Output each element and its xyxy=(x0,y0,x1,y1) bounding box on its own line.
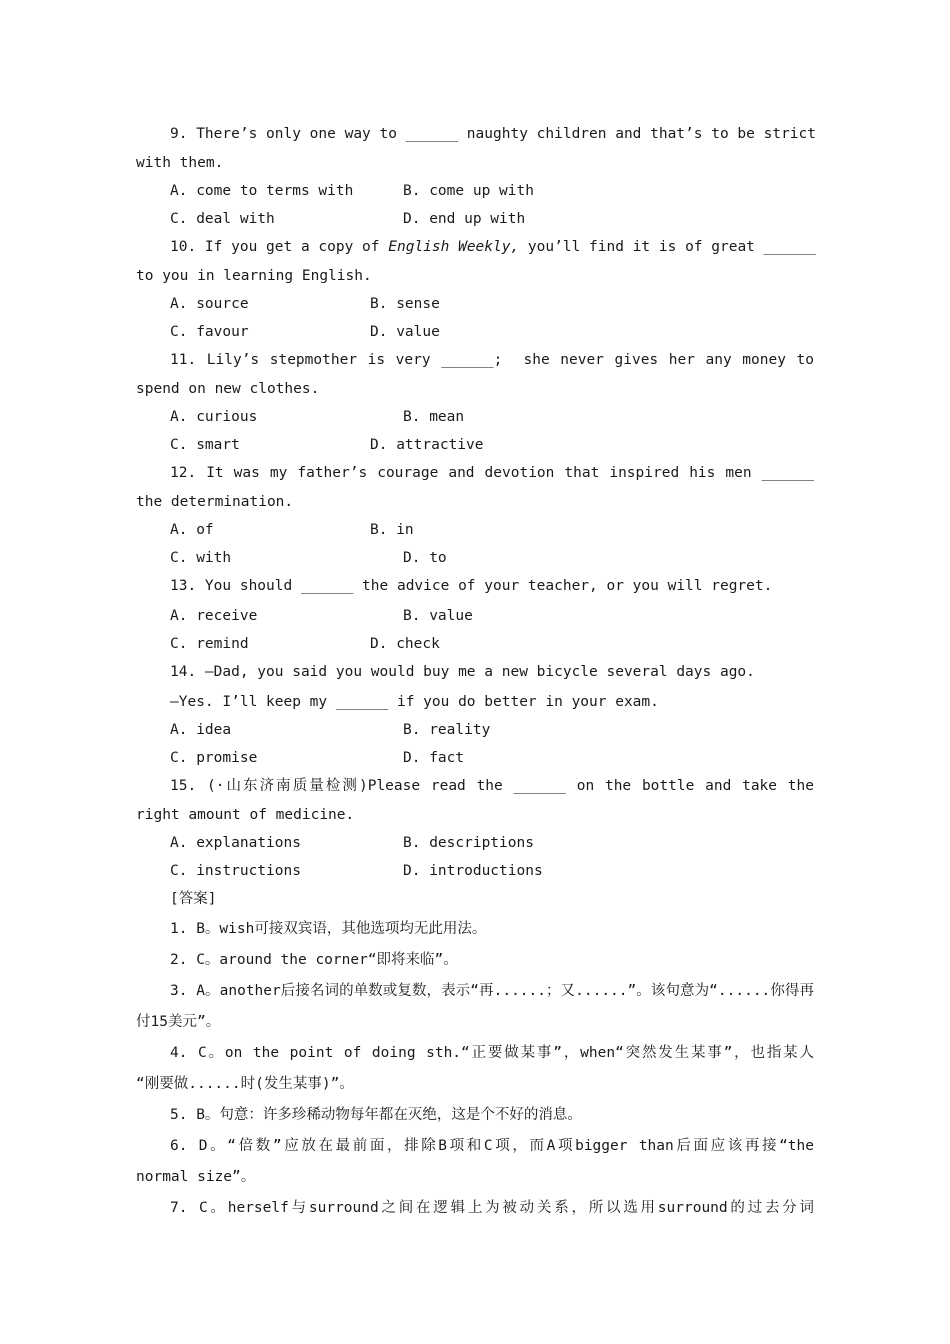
answer-3: 3. A。another后接名词的单数或复数，表示“再......；又......”。该句意为“......你得再 xyxy=(170,983,814,999)
question-11-option-d: D. attractive xyxy=(370,437,484,453)
question-15-stem: 15. (·山东济南质量检测)Please read the ______ on the bottle and take the xyxy=(170,778,814,794)
question-14-reply: —Yes. I’ll keep my ______ if you do better in your exam. xyxy=(170,694,659,710)
answer-4-cont: “刚要做......时(发生某事)”。 xyxy=(136,1076,354,1092)
question-10-option-d: D. value xyxy=(370,324,440,340)
question-9-option-d: D. end up with xyxy=(403,211,526,227)
answer-7: 7. C。herself与surround之间在逻辑上为被动关系，所以选用surround的过去分词 xyxy=(170,1200,814,1216)
answer-2: 2. C。around the corner“即将来临”。 xyxy=(170,952,458,968)
question-15-option-a: A. explanations xyxy=(170,835,301,851)
question-10-stem-end: you’ll find it is of great ______ xyxy=(519,239,817,255)
question-12-option-b: B. in xyxy=(370,522,414,538)
question-14-option-d: D. fact xyxy=(403,750,465,766)
question-9-option-a: A. come to terms with xyxy=(170,183,354,199)
question-11-option-a: A. curious xyxy=(170,409,258,425)
answer-4: 4. C。on the point of doing sth.“正要做某事”，when“突然发生某事”，也指某人 xyxy=(170,1045,814,1061)
question-15-option-c: C. instructions xyxy=(170,863,301,879)
question-9-stem: 9. There’s only one way to ______ naughty children and that’s to be strict xyxy=(170,126,817,142)
question-13-option-b: B. value xyxy=(403,608,473,624)
question-12-stem-cont: the determination. xyxy=(136,494,294,510)
question-12-option-c: C. with xyxy=(170,550,232,566)
question-10-option-b: B. sense xyxy=(370,296,440,312)
question-10-stem xyxy=(170,237,817,257)
question-14-stem: 14. —Dad, you said you would buy me a new bicycle several days ago. xyxy=(170,664,755,680)
question-14-option-a: A. idea xyxy=(170,722,232,738)
question-15-option-d: D. introductions xyxy=(403,863,543,879)
question-12-stem: 12. It was my father’s courage and devotion that inspired his men ______ xyxy=(170,465,814,481)
question-10-stem-cont: to you in learning English. xyxy=(136,268,372,284)
question-10-option-a: A. source xyxy=(170,296,249,312)
question-13-option-a: A. receive xyxy=(170,608,258,624)
answer-1: 1. B。wish可接双宾语，其他选项均无此用法。 xyxy=(170,921,487,937)
question-14-option-b: B. reality xyxy=(403,722,491,738)
question-11-option-c: C. smart xyxy=(170,437,240,453)
question-13-stem: 13. You should ______ the advice of your teacher, or you will regret. xyxy=(170,578,773,594)
answer-6-cont: normal size”。 xyxy=(136,1169,256,1185)
question-15-option-b: B. descriptions xyxy=(403,835,534,851)
question-11-stem: 11. Lily’s stepmother is very ______; she never gives her any money to xyxy=(170,352,814,368)
answer-3-cont: 付15美元”。 xyxy=(136,1014,221,1030)
question-12-option-a: A. of xyxy=(170,522,214,538)
question-11-option-b: B. mean xyxy=(403,409,465,425)
question-10-italic-title: English Weekly, xyxy=(388,239,520,255)
question-13-option-c: C. remind xyxy=(170,636,249,652)
answers-heading: [答案] xyxy=(170,891,217,907)
question-12-option-d: D. to xyxy=(403,550,447,566)
answer-6: 6. D。“倍数”应放在最前面，排除B项和C项，而A项bigger than后面应该再接“the xyxy=(170,1138,814,1154)
question-9-stem-cont: with them. xyxy=(136,155,224,171)
question-11-stem-cont: spend on new clothes. xyxy=(136,381,320,397)
answer-5: 5. B。句意：许多珍稀动物每年都在灭绝，这是个不好的消息。 xyxy=(170,1107,582,1123)
question-10-stem-start: 10. If you get a copy of xyxy=(170,239,389,255)
question-9-option-c: C. deal with xyxy=(170,211,275,227)
question-15-stem-cont: right amount of medicine. xyxy=(136,807,355,823)
question-13-option-d: D. check xyxy=(370,636,440,652)
question-14-option-c: C. promise xyxy=(170,750,258,766)
question-10-option-c: C. favour xyxy=(170,324,249,340)
question-9-option-b: B. come up with xyxy=(403,183,534,199)
